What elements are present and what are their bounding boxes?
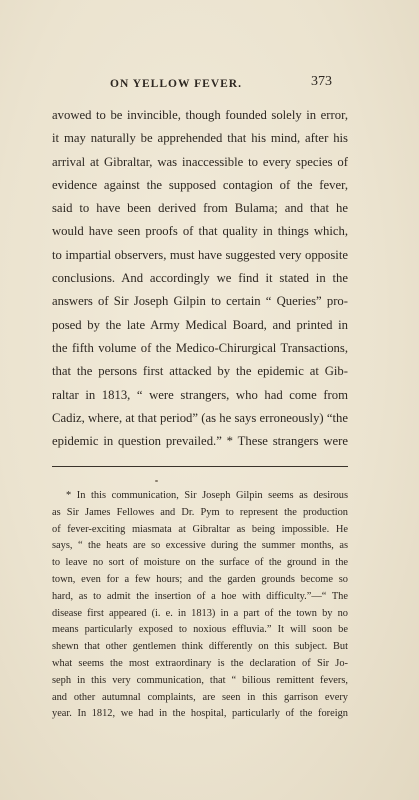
text-line: evidence against the supposed contagion of the fever, (52, 177, 348, 192)
footnote-line: what seems the most extraordinary is the declaration of Sir Jo- (52, 657, 348, 669)
text-line: to impartial observers, must have suggested very opposite (52, 247, 348, 262)
text-line: posed by the late Army Medical Board, and printed in (52, 317, 348, 332)
footnote-line: * In this communication, Sir Joseph Gilpin seems as desirous (66, 490, 348, 501)
text-line: epidemic in question prevailed.” * These strangers were (52, 434, 348, 449)
text-line: avowed to be invincible, though founded solely in error, (52, 108, 348, 122)
text-line: it may naturally be apprehended that his mind, after his (52, 131, 348, 146)
footnote-line: says, “ the heats are so excessive during the summer months, as (52, 540, 348, 552)
text-line: arrival at Gibraltar, was inaccessible to every species of (52, 154, 348, 169)
text-line: would have seen proofs of that quality in things which, (52, 224, 348, 239)
footnote-line: town, even for a few hours; and the garden grounds become so (52, 573, 348, 585)
footnote-line: to leave no sort of moisture on the surface of the ground in the (52, 557, 348, 569)
footnote-line: year. In 1812, we had in the hospital, particularly of the foreign (52, 708, 348, 720)
text-line: said to have been derived from Bulama; and that he (52, 201, 348, 216)
page-number: 373 (311, 74, 332, 89)
main-text (52, 104, 348, 453)
footnote-line: and other autumnal complaints, are seen in this garrison every (52, 691, 348, 703)
page-header (0, 74, 419, 94)
footnote-line: seph in this very communication, that “ bilious remittent fevers, (52, 674, 348, 686)
text-line: raltar in 1813, “ were strangers, who had come from (52, 387, 348, 402)
footnote-line: shewn that other gentlemen think differently on this subject. But (52, 641, 348, 653)
text-line: Cadiz, where, at that period” (as he says erroneously) “the (52, 410, 348, 425)
footnote-line: of fever-exciting miasmata at Gibraltar as being impossible. He (52, 523, 348, 535)
text-line: that the persons first attacked by the epidemic at Gib- (52, 364, 348, 379)
footnote-line: hard, as to admit the insertion of a hoe with difficulty.”—“ The (52, 590, 348, 602)
running-head: ON YELLOW FEVER. (110, 78, 242, 90)
text-line: the fifth volume of the Medico-Chirurgical Transactions, (52, 340, 348, 355)
footnote-line: disease first appeared (i. e. in 1813) in a part of the town by no (52, 607, 348, 619)
footnote (52, 488, 348, 723)
footnote-line: means particularly exposed to noxious effluvia.” It will soon be (52, 624, 348, 636)
ink-speck (155, 480, 158, 482)
text-line: conclusions. And accordingly we find it stated in the (52, 271, 348, 286)
footnote-rule (52, 466, 348, 467)
footnote-line: as Sir James Fellowes and Dr. Pym to represent the production (52, 506, 348, 518)
text-line: answers of Sir Joseph Gilpin to certain “ Queries” pro- (52, 294, 348, 309)
